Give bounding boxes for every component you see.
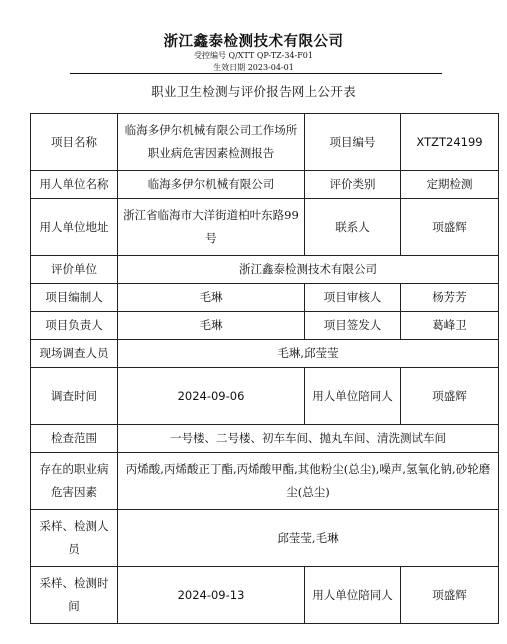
reviewer-value: 杨芳芳 [401, 284, 499, 312]
sampling-time-label: 采样、检测时间 [31, 567, 118, 624]
sampling-staff-value: 邱莹莹,毛琳 [118, 510, 499, 567]
table-row [31, 312, 499, 340]
compiler-value: 毛琳 [118, 284, 305, 312]
survey-staff-value: 毛琳,邱莹莹 [118, 340, 499, 368]
table-row [31, 567, 499, 624]
escort-sampling-value: 项盛辉 [401, 567, 499, 624]
leader-value: 毛琳 [118, 312, 305, 340]
survey-time-value: 2024-09-06 [118, 368, 305, 425]
table-row [31, 171, 499, 199]
project-name-value: 临海多伊尔机械有限公司工作场所职业病危害因素检测报告 [118, 114, 305, 171]
project-no-value: XTZT24199 [401, 114, 499, 171]
eval-type-value: 定期检测 [401, 171, 499, 199]
table-row [31, 425, 499, 453]
issuer-value: 葛峰卫 [401, 312, 499, 340]
table-row [31, 340, 499, 368]
survey-staff-label: 现场调查人员 [31, 340, 118, 368]
leader-label: 项目负责人 [31, 312, 118, 340]
employer-value: 临海多伊尔机械有限公司 [118, 171, 305, 199]
issuer-label: 项目签发人 [305, 312, 401, 340]
control-number: 受控编号 Q/XTT QP-TZ-34-F01 [194, 51, 313, 60]
contact-label: 联系人 [305, 199, 401, 256]
table-row [31, 453, 499, 510]
address-value: 浙江省临海市大洋街道柏叶东路99号 [118, 199, 305, 256]
compiler-label: 项目编制人 [31, 284, 118, 312]
reviewer-label: 项目审核人 [305, 284, 401, 312]
survey-time-label: 调查时间 [31, 368, 118, 425]
project-name-label: 项目名称 [31, 114, 118, 171]
escort-survey-value: 项盛辉 [401, 368, 499, 425]
table-row [31, 199, 499, 256]
eval-type-label: 评价类别 [305, 171, 401, 199]
header-divider [70, 73, 442, 74]
escort-label: 用人单位陪同人 [305, 567, 401, 624]
effective-date: 生效日期 2023-04-01 [213, 63, 294, 72]
project-no-label: 项目编号 [305, 114, 401, 171]
eval-unit-label: 评价单位 [31, 256, 118, 284]
sampling-time-value: 2024-09-13 [118, 567, 305, 624]
table-row [31, 368, 499, 425]
hazards-value: 丙烯酸,丙烯酸正丁酯,丙烯酸甲酯,其他粉尘(总尘),噪声,氢氧化钠,砂轮磨尘(总尘) [118, 453, 499, 510]
document-title: 职业卫生检测与评价报告网上公开表 [151, 84, 356, 99]
scope-label: 检查范围 [31, 425, 118, 453]
disclosure-table [30, 113, 499, 624]
contact-value: 项盛辉 [401, 199, 499, 256]
table-row [31, 284, 499, 312]
table-row [31, 510, 499, 567]
table-row [31, 114, 499, 171]
company-name: 浙江鑫泰检测技术有限公司 [163, 33, 344, 50]
eval-unit-value: 浙江鑫泰检测技术有限公司 [118, 256, 499, 284]
table-row [31, 256, 499, 284]
hazards-label: 存在的职业病危害因素 [31, 453, 118, 510]
employer-label: 用人单位名称 [31, 171, 118, 199]
escort-label: 用人单位陪同人 [305, 368, 401, 425]
address-label: 用人单位地址 [31, 199, 118, 256]
scope-value: 一号楼、二号楼、初车车间、抛丸车间、清洗测试车间 [118, 425, 499, 453]
sampling-staff-label: 采样、检测人员 [31, 510, 118, 567]
